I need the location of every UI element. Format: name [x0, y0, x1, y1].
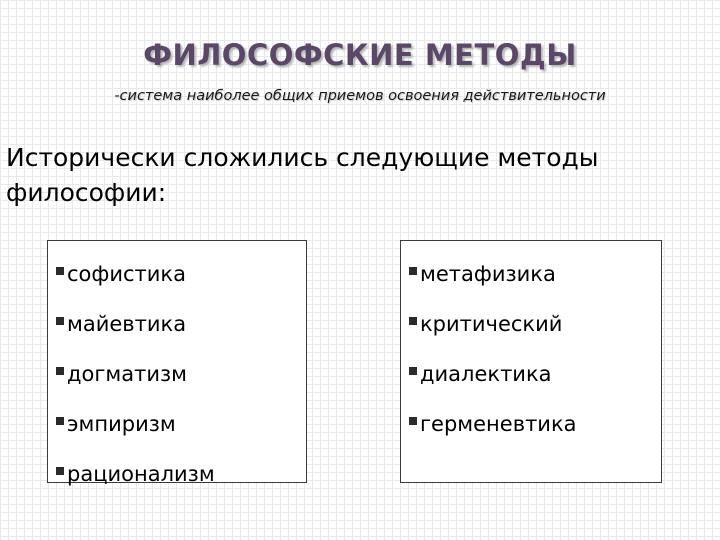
slide-title: ФИЛОСОФСКИЕ МЕТОДЫ — [143, 38, 577, 72]
method-item — [409, 349, 661, 399]
methods-box-left — [47, 240, 307, 486]
square-bullet-icon — [56, 317, 64, 325]
method-label: герменевтика — [420, 412, 577, 436]
method-label: майевтика — [67, 312, 187, 336]
method-label: догматизм — [67, 362, 188, 386]
methods-box-right — [400, 240, 662, 483]
method-item — [56, 299, 306, 349]
method-label: метафизика — [420, 262, 556, 286]
square-bullet-icon — [409, 417, 417, 425]
method-label: рационализм — [67, 462, 215, 486]
square-bullet-icon — [409, 267, 417, 275]
method-item — [409, 299, 661, 349]
intro-text: Исторически сложились следующие методы философии: — [6, 143, 599, 207]
square-bullet-icon — [56, 467, 64, 475]
square-bullet-icon — [409, 367, 417, 375]
method-item — [409, 249, 661, 299]
square-bullet-icon — [56, 367, 64, 375]
method-item — [56, 349, 306, 399]
method-item — [56, 249, 306, 299]
method-item — [56, 449, 306, 499]
method-label: софистика — [67, 262, 186, 286]
square-bullet-icon — [56, 267, 64, 275]
method-item — [409, 399, 661, 449]
square-bullet-icon — [409, 317, 417, 325]
slide-subtitle: -система наиболее общих приемов освоения действительности — [114, 88, 606, 104]
square-bullet-icon — [56, 417, 64, 425]
method-label: критический — [420, 312, 563, 336]
method-item — [56, 399, 306, 449]
method-label: диалектика — [420, 362, 552, 386]
method-label: эмпиризм — [67, 412, 176, 436]
